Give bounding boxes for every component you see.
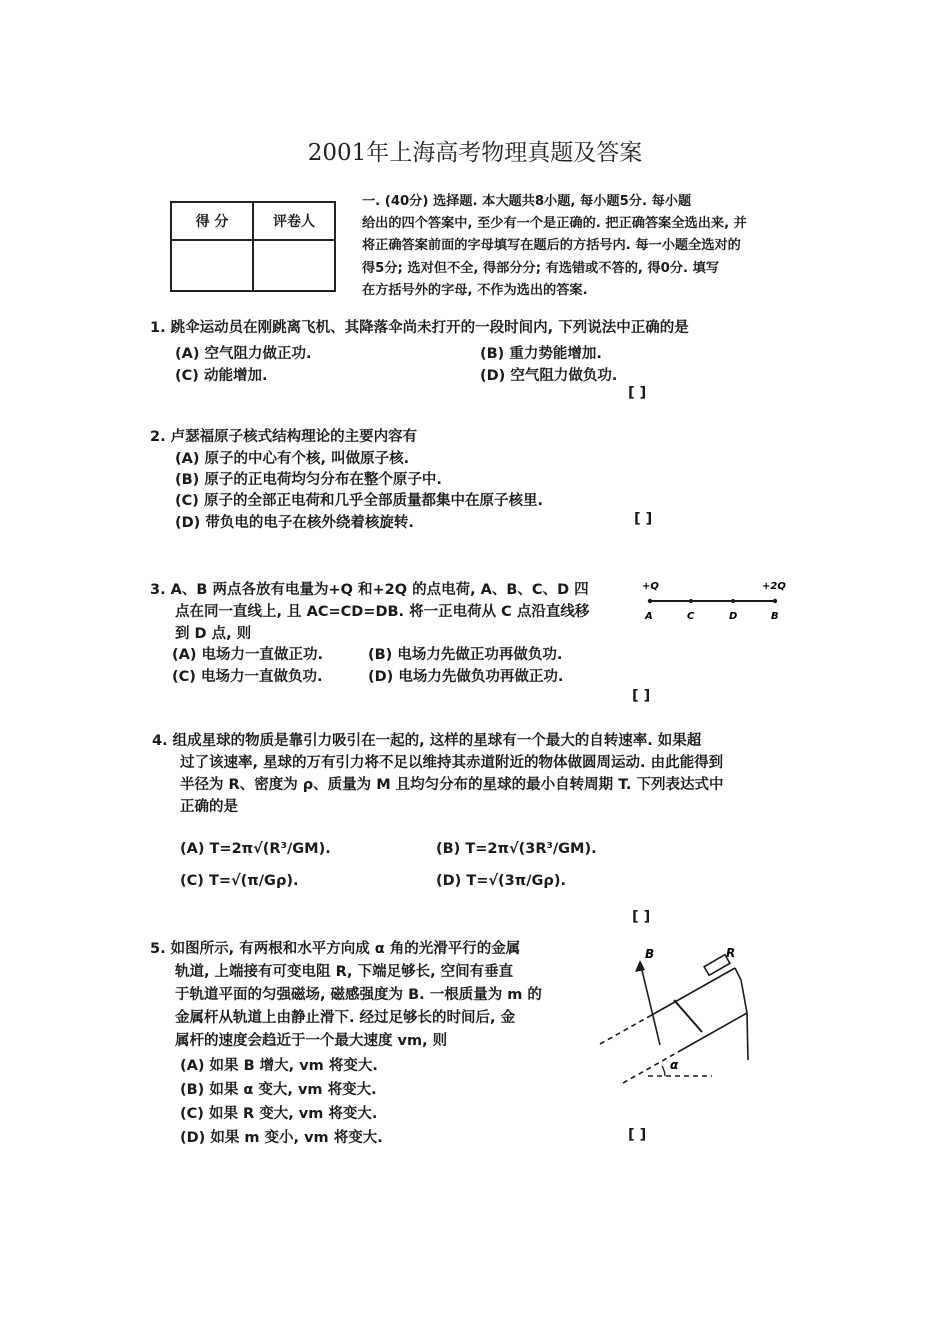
option-a: (A) 原子的中心有个核, 叫做原子核. xyxy=(175,451,410,467)
question-stem: 半径为 R、密度为 ρ、质量为 M 且均匀分布的星球的最小自转周期 T. 下列表达式中 xyxy=(180,777,724,793)
answer-bracket[interactable]: [ ] xyxy=(628,385,647,401)
question-stem: 属杆的速度会趋近于一个最大速度 vm, 则 xyxy=(175,1033,448,1049)
line-charge-diagram xyxy=(638,572,798,627)
score-cell xyxy=(171,240,253,291)
answer-bracket[interactable]: [ ] xyxy=(634,511,653,527)
question-stem: 过了该速率, 星球的万有引力将不足以维持其赤道附近的物体做圆周运动. 由此能得到 xyxy=(180,755,724,771)
option-d: (D) 空气阻力做负功. xyxy=(480,368,618,384)
point-b-label: B xyxy=(771,611,779,622)
option-c: (C) 动能增加. xyxy=(175,368,268,384)
charge-a-label: +Q xyxy=(642,581,659,592)
question-stem: 4. 组成星球的物质是靠引力吸引在一起的, 这样的星球有一个最大的自转速率. 如果超 xyxy=(152,733,702,749)
question-stem: 1. 跳伞运动员在刚跳离飞机、其降落伞尚未打开的一段时间内, 下列说法中正确的是 xyxy=(150,320,689,336)
b-field-arrow xyxy=(640,962,660,1045)
question-stem: 轨道, 上端接有可变电阻 R, 下端足够长, 空间有垂直 xyxy=(175,964,514,980)
angle-arc xyxy=(662,1066,665,1076)
answer-bracket[interactable]: [ ] xyxy=(628,1127,647,1143)
option-a: (A) T=2π√(R³/GM). xyxy=(180,841,331,857)
option-d: (D) 如果 m 变小, vm 将变大. xyxy=(180,1130,383,1146)
instruction-line: 在方括号外的字母, 不作为选出的答案. xyxy=(362,282,588,298)
option-c: (C) T=√(π/Gρ). xyxy=(180,873,299,889)
option-d: (D) 带负电的电子在核外绕着核旋转. xyxy=(175,515,414,531)
option-b: (B) 如果 α 变大, vm 将变大. xyxy=(180,1082,377,1098)
label-r: R xyxy=(726,946,736,960)
grader-header: 评卷人 xyxy=(253,202,335,240)
charge-b-label: +2Q xyxy=(762,581,786,592)
point-c-label: C xyxy=(687,611,695,622)
point-a-dot xyxy=(648,599,652,603)
question-stem: 3. A、B 两点各放有电量为+Q 和+2Q 的点电荷, A、B、C、D 四 xyxy=(150,582,589,598)
question-stem: 到 D 点, 则 xyxy=(175,626,252,642)
label-alpha: α xyxy=(670,1058,679,1072)
option-a: (A) 电场力一直做正功. xyxy=(172,647,324,663)
option-d: (D) T=√(3π/Gρ). xyxy=(436,873,566,889)
option-d: (D) 电场力先做负功再做正功. xyxy=(368,669,564,685)
question-stem: 于轨道平面的匀强磁场, 磁感强度为 B. 一根质量为 m 的 xyxy=(175,987,542,1003)
metal-rod xyxy=(674,1000,702,1032)
lower-rail xyxy=(650,968,735,1016)
option-b: (B) 重力势能增加. xyxy=(480,346,602,362)
upper-rail xyxy=(678,1013,747,1052)
instructions xyxy=(362,191,747,302)
question-stem: 2. 卢瑟福原子核式结构理论的主要内容有 xyxy=(150,429,418,445)
question-stem: 5. 如图所示, 有两根和水平方向成 α 角的光滑平行的金属 xyxy=(150,941,521,957)
grader-cell xyxy=(253,240,335,291)
option-c: (C) 电场力一直做负功. xyxy=(172,669,323,685)
option-c: (C) 如果 R 变大, vm 将变大. xyxy=(180,1106,378,1122)
option-b: (B) 原子的正电荷均匀分布在整个原子中. xyxy=(175,472,442,488)
answer-bracket[interactable]: [ ] xyxy=(632,909,651,925)
point-c-dot xyxy=(689,599,693,603)
instruction-line: 一. (40分) 选择题. 本大题共8小题, 每小题5分. 每小题 xyxy=(362,194,692,209)
incline-rail-diagram xyxy=(590,940,770,1095)
point-d-dot xyxy=(731,599,735,603)
instruction-line: 得5分; 选对但不全, 得部分分; 有选错或不答的, 得0分. 填写 xyxy=(362,260,720,276)
b-arrowhead xyxy=(635,960,645,972)
point-d-label: D xyxy=(729,611,738,622)
option-a: (A) 空气阻力做正功. xyxy=(175,346,312,362)
score-box xyxy=(170,201,336,292)
question-stem: 正确的是 xyxy=(180,799,238,815)
option-b: (B) T=2π√(3R³/GM). xyxy=(436,841,597,857)
lower-rail-dashed xyxy=(600,1016,650,1044)
option-b: (B) 电场力先做正功再做负功. xyxy=(368,647,563,663)
option-a: (A) 如果 B 增大, vm 将变大. xyxy=(180,1058,378,1074)
point-a-label: A xyxy=(645,611,653,622)
page-title: 2001年上海高考物理真题及答案 xyxy=(307,140,643,166)
answer-bracket[interactable]: [ ] xyxy=(632,688,651,704)
instruction-line: 给出的四个答案中, 至少有一个是正确的. 把正确答案全选出来, 并 xyxy=(362,216,747,232)
option-c: (C) 原子的全部正电荷和几乎全部质量都集中在原子核里. xyxy=(175,493,543,509)
right-edge-line xyxy=(747,1013,748,1060)
question-stem: 金属杆从轨道上由静止滑下. 经过足够长的时间后, 金 xyxy=(175,1010,516,1026)
point-b-dot xyxy=(773,599,777,603)
label-b: B xyxy=(645,947,655,961)
instruction-line: 将正确答案前面的字母填写在题后的方括号内. 每一小题全选对的 xyxy=(362,238,741,254)
question-stem: 点在同一直线上, 且 AC=CD=DB. 将一正电荷从 C 点沿直线移 xyxy=(175,604,590,620)
score-header: 得 分 xyxy=(171,202,253,240)
